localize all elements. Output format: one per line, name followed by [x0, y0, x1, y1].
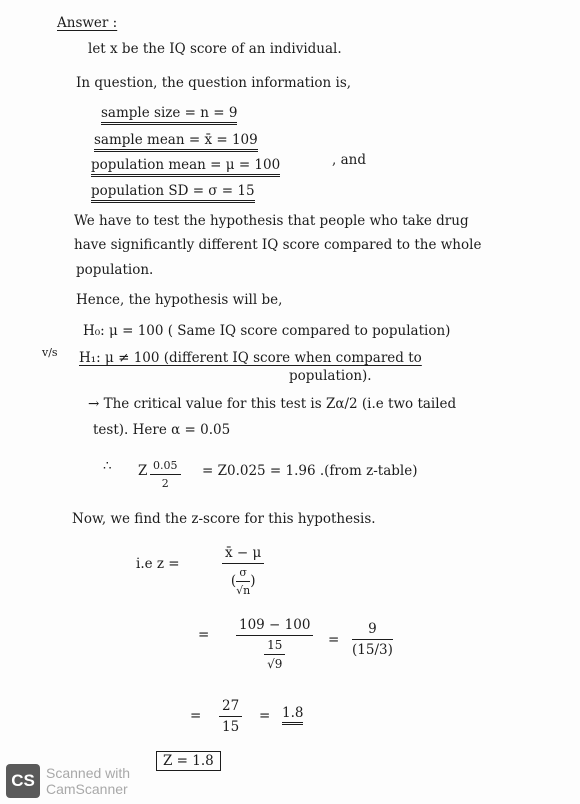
test-statement-line-3: population.	[76, 262, 154, 278]
therefore-symbol: ∴	[103, 458, 112, 474]
watermark-line-2: CamScanner	[46, 781, 128, 797]
substituted-numerator: 109 − 100	[236, 617, 313, 636]
z-score-intro: Now, we find the z-score for this hypothesis.	[72, 511, 376, 527]
z-formula-label: i.e z =	[136, 556, 180, 572]
substituted-fraction	[236, 617, 313, 672]
alpha-half-numerator: 0.05	[150, 459, 181, 475]
hence-line: Hence, the hypothesis will be,	[76, 292, 283, 308]
null-hypothesis: H₀: μ = 100 ( Same IQ score compared to population)	[83, 323, 451, 339]
final-denominator: 15	[222, 719, 240, 735]
population-sd-line: population SD = σ = 15	[91, 183, 255, 203]
final-numerator: 27	[219, 698, 242, 717]
sample-size-line: sample size = n = 9	[101, 105, 237, 125]
test-statement-line-1: We have to test the hypothesis that people who take drug	[74, 213, 469, 229]
equals-sign-1: =	[198, 627, 210, 643]
answer-heading: Answer :	[57, 15, 118, 31]
alpha-half-denominator: 2	[161, 477, 169, 490]
critical-value-line-2: test). Here α = 0.05	[93, 422, 231, 438]
simplified-denominator: (15/3)	[352, 642, 393, 658]
z-formula-fraction: x̄ − μ ( $\frac{\sigma}{√n}$ )	[222, 545, 264, 597]
population-mean-line: population mean = μ = 100	[91, 157, 280, 177]
question-info-line: In question, the question information is,	[76, 75, 352, 91]
test-statement-line-2: have significantly different IQ score compared to the whole	[74, 237, 482, 253]
alternative-hypothesis: H₁: μ ≠ 100 (different IQ score when compared to	[79, 350, 422, 366]
final-fraction	[219, 698, 242, 735]
sample-mean-line: sample mean = x̄ = 109	[94, 132, 258, 152]
and-text: , and	[332, 152, 366, 168]
critical-value-line-1: → The critical value for this test is Zα/2 (i.e two tailed	[88, 396, 457, 412]
final-answer-box: Z = 1.8	[156, 751, 221, 771]
versus-label: v/s	[42, 346, 58, 359]
sigma-over-root-n: $\frac{\sigma}{√n}$	[236, 566, 251, 597]
z-formula-numerator: x̄ − μ	[222, 545, 264, 564]
watermark-line-1: Scanned with	[46, 765, 131, 781]
equals-sign-2: =	[328, 632, 340, 648]
fifteen-over-root-nine: $\frac{15}{√9}$	[264, 638, 285, 671]
z-symbol: Z	[138, 463, 148, 479]
equals-sign-4: =	[259, 708, 271, 724]
result-value: 1.8	[282, 705, 303, 725]
definition-line: let x be the IQ score of an individual.	[88, 41, 342, 57]
simplified-fraction	[352, 621, 393, 658]
equals-sign-3: =	[190, 708, 202, 724]
simplified-numerator: 9	[352, 621, 393, 640]
camscanner-watermark	[6, 764, 130, 798]
camscanner-logo-icon: CS	[6, 764, 40, 798]
critical-z-value: = Z0.025 = 1.96 .(from z-table)	[202, 463, 418, 479]
alpha-half-fraction	[150, 459, 181, 490]
alternative-hypothesis-cont: population).	[289, 368, 372, 384]
